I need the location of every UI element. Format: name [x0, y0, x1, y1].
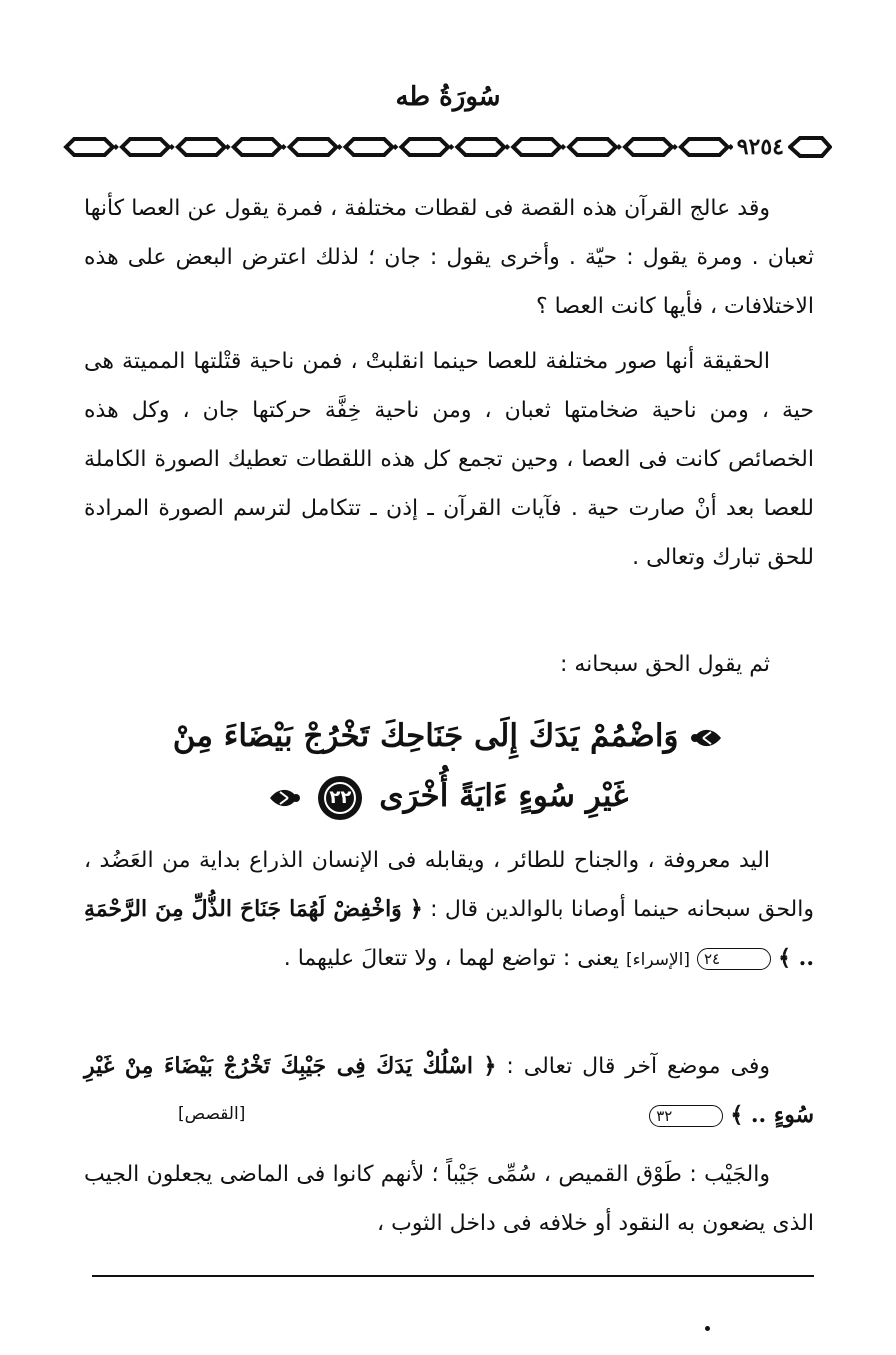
chain-ornament-icon: [62, 132, 733, 162]
paragraph-5-text-a: وفى موضع آخر قال تعالى :: [506, 1054, 770, 1079]
paragraph-6: والجَيْب : طَوْق القميص ، سُمِّى جَيْباً ؛ لأنهم كانوا فى الماضى يجعلون الجيب الذى يضعون به النقود أو خلافه فى داخل الثوب ،: [84, 1162, 814, 1236]
paragraph-3: ثم يقول الحق سبحانه :: [559, 652, 770, 677]
page-number: ٩٢٥٤: [736, 134, 784, 160]
quote-isra-number: ٢٤: [697, 948, 771, 970]
footer-rule: [92, 1275, 814, 1277]
verse-text-1: وَاضْمُمْ يَدَكَ إِلَى جَنَاحِكَ تَخْرُجْ بَيْضَاءَ مِنْ: [172, 718, 679, 754]
surah-title: سُورَةُ طه: [395, 82, 501, 112]
verse-text-2: غَيْرِ سُوءٍ ءَايَةً أُخْرَى: [379, 778, 629, 814]
verse-line-2: [150, 766, 746, 826]
paragraph-5: [84, 1042, 814, 1140]
quran-verse: [150, 706, 746, 826]
quote-qasas-number: ٣٢: [649, 1105, 723, 1127]
verse-number-badge: ٢٢: [318, 776, 362, 820]
paragraph-1: وقد عالج القرآن هذه القصة فى لقطات مختلفة ، فمرة يقول عن العصا كأنها ثعبان . ومرة يقول : حيّة . وأخرى يقول : جان ؛ لذلك اعترض البعض على هذه الاختلافات ، فأيها كانت العصا ؟: [84, 196, 814, 319]
paragraph-4-text-a: اليد معروفة ، والجناح للطائر ، ويقابله فى الإنسان الذراع بداية من العَضُد ، والحق سبحانه حينما أوصانا بالوالدين قال :: [84, 848, 814, 922]
paragraph-4: [84, 836, 814, 985]
footer-dot: [705, 1326, 710, 1331]
quote-qasas: ﴿ اسْلُكْ يَدَكَ فِى جَيْبِكَ تَخْرُجْ بَيْضَاءَ مِنْ غَيْرِ سُوءٍ .. ﴾: [84, 1053, 814, 1128]
surah-ref-qasas: [القصص]: [178, 1104, 246, 1124]
chain-end-icon: [788, 132, 832, 162]
quote-isra: ﴿ وَاخْفِضْ لَهُمَا جَنَاحَ الذُّلِّ مِنَ الرَّحْمَةِ .. ﴾: [84, 896, 814, 971]
surah-ref-isra: [الإسراء]: [625, 950, 690, 970]
ornament-bracket-icon: [268, 784, 302, 812]
header-border: [62, 132, 832, 162]
ornament-bracket-icon: [689, 724, 723, 752]
paragraph-2: الحقيقة أنها صور مختلفة للعصا حينما انقلبتْ ، فمن ناحية قتْلتها المميتة هى حية ، ومن ناحية ضخامتها ثعبان ، ومن ناحية خِفَّة حركتها جان ، وكل هذه الخصائص كانت فى العصا ، وحين تجمع كل هذه اللقطات تعطيك الصورة الكاملة للعصا بعد أنْ صارت حية . فآيات القرآن ـ إذن ـ تتكامل لترسم الصورة المرادة للحق تبارك وتعالى .: [84, 349, 814, 570]
paragraph-4-text-b: يعنى : تواضع لهما ، ولا تتعالَ عليهما .: [283, 946, 619, 971]
verse-line-1: [150, 706, 746, 766]
